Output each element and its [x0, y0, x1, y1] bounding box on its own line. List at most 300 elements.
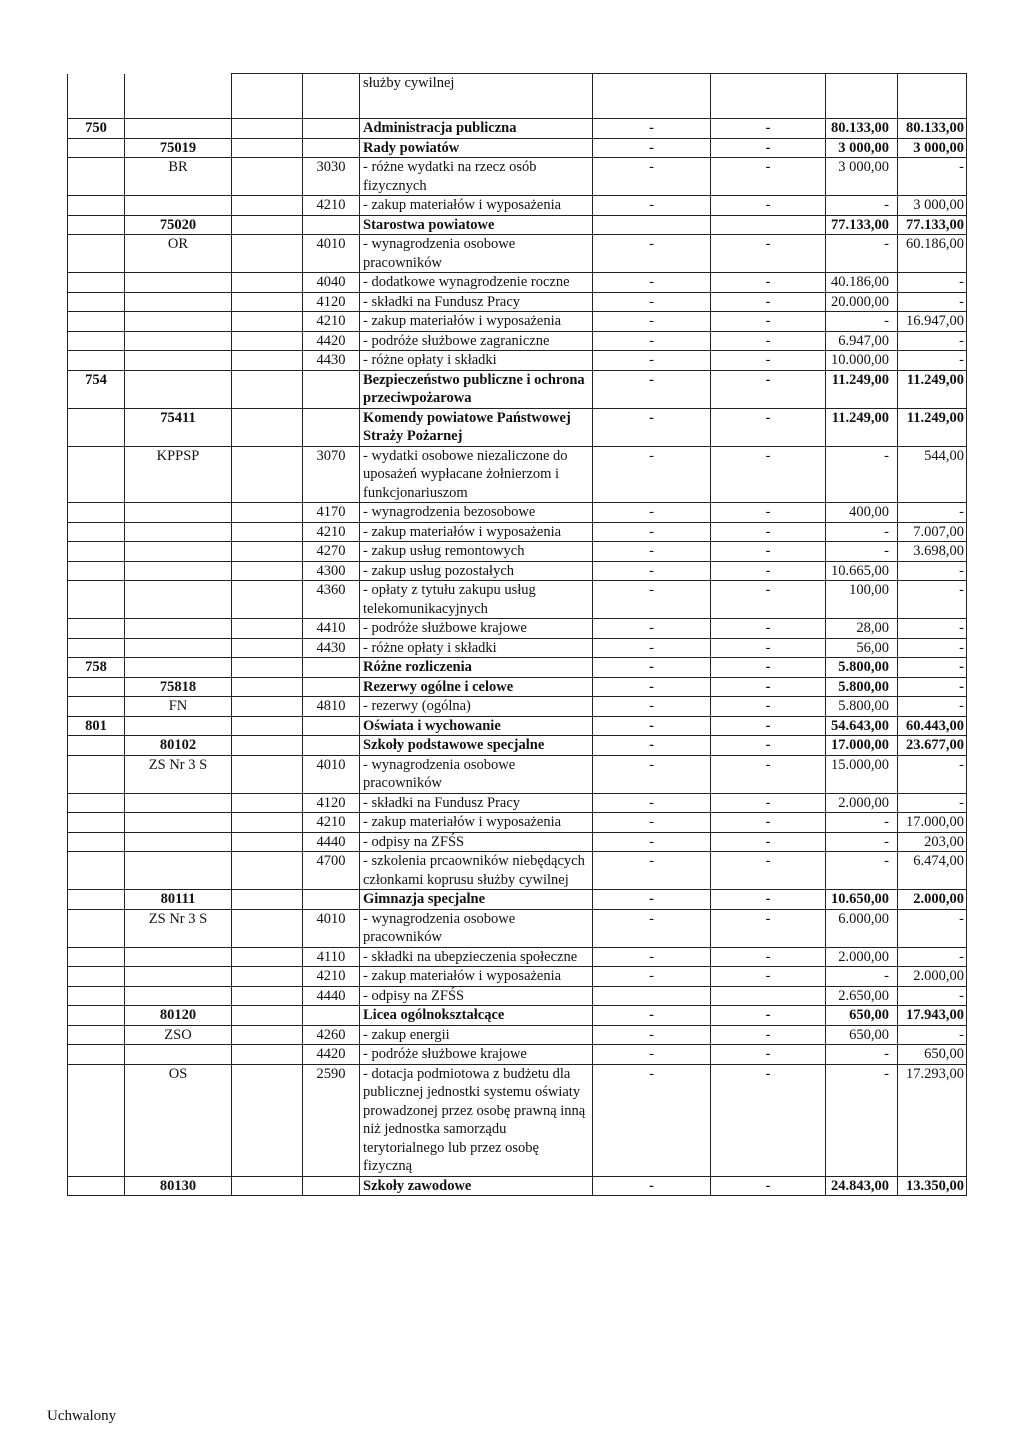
cell-amount-2: - [711, 619, 826, 639]
table-row [68, 716, 967, 736]
cell-amount-4: - [898, 581, 967, 619]
cell-amount-2: - [711, 196, 826, 216]
cell-dzial [68, 1064, 125, 1176]
cell-rozdzial: 75411 [125, 408, 232, 446]
cell-dzial [68, 351, 125, 371]
cell-amount-1: - [593, 542, 711, 562]
cell-amount-2: - [711, 852, 826, 890]
cell-dzial [68, 215, 125, 235]
cell-source [232, 967, 303, 987]
cell-amount-3: 11.249,00 [826, 408, 898, 446]
cell-paragraf: 4210 [303, 967, 360, 987]
cell-rozdzial [125, 638, 232, 658]
cell-amount-2 [711, 74, 826, 119]
cell-dzial [68, 331, 125, 351]
cell-dzial [68, 581, 125, 619]
cell-description: - zakup materiałów i wyposażenia [360, 813, 593, 833]
cell-amount-1 [593, 986, 711, 1006]
cell-description: - wynagrodzenia osobowe pracowników [360, 909, 593, 947]
table-row [68, 522, 967, 542]
cell-rozdzial: 80130 [125, 1176, 232, 1196]
cell-source [232, 852, 303, 890]
cell-rozdzial [125, 619, 232, 639]
cell-amount-2: - [711, 890, 826, 910]
cell-amount-3: - [826, 1045, 898, 1065]
cell-dzial [68, 619, 125, 639]
cell-paragraf: 4260 [303, 1025, 360, 1045]
cell-amount-1: - [593, 716, 711, 736]
cell-source [232, 947, 303, 967]
cell-rozdzial [125, 273, 232, 293]
cell-source [232, 542, 303, 562]
cell-amount-3: 54.643,00 [826, 716, 898, 736]
table-row [68, 215, 967, 235]
cell-paragraf [303, 74, 360, 119]
cell-source [232, 408, 303, 446]
cell-amount-1: - [593, 909, 711, 947]
cell-amount-2: - [711, 138, 826, 158]
cell-amount-3: 3 000,00 [826, 138, 898, 158]
cell-amount-2: - [711, 813, 826, 833]
cell-amount-3: - [826, 1064, 898, 1176]
cell-dzial: 750 [68, 119, 125, 139]
cell-amount-1: - [593, 852, 711, 890]
cell-rozdzial [125, 119, 232, 139]
cell-amount-4: 16.947,00 [898, 312, 967, 332]
cell-rozdzial [125, 351, 232, 371]
cell-amount-2: - [711, 736, 826, 756]
cell-amount-1: - [593, 196, 711, 216]
cell-amount-1: - [593, 119, 711, 139]
cell-amount-4: 7.007,00 [898, 522, 967, 542]
cell-source [232, 522, 303, 542]
table-row [68, 370, 967, 408]
table-row [68, 561, 967, 581]
cell-amount-2: - [711, 446, 826, 503]
cell-amount-4: 3.698,00 [898, 542, 967, 562]
cell-dzial [68, 235, 125, 273]
cell-description: - wynagrodzenia bezosobowe [360, 503, 593, 523]
cell-amount-2: - [711, 370, 826, 408]
cell-amount-4: 13.350,00 [898, 1176, 967, 1196]
cell-amount-2: - [711, 351, 826, 371]
cell-amount-2: - [711, 561, 826, 581]
table-row [68, 986, 967, 1006]
cell-dzial: 754 [68, 370, 125, 408]
cell-rozdzial [125, 947, 232, 967]
cell-paragraf: 4810 [303, 697, 360, 717]
cell-amount-4: - [898, 619, 967, 639]
cell-amount-1: - [593, 736, 711, 756]
cell-description: Komendy powiatowe Państwowej Straży Pożarnej [360, 408, 593, 446]
cell-rozdzial: 75019 [125, 138, 232, 158]
table-row [68, 619, 967, 639]
cell-amount-2: - [711, 408, 826, 446]
cell-amount-3: 40.186,00 [826, 273, 898, 293]
cell-amount-1: - [593, 1176, 711, 1196]
table-row [68, 292, 967, 312]
cell-amount-4: 203,00 [898, 832, 967, 852]
cell-amount-1: - [593, 638, 711, 658]
cell-rozdzial [125, 196, 232, 216]
cell-dzial [68, 967, 125, 987]
cell-dzial [68, 1025, 125, 1045]
cell-amount-3: 100,00 [826, 581, 898, 619]
cell-amount-3: 650,00 [826, 1025, 898, 1045]
cell-description: - zakup materiałów i wyposażenia [360, 196, 593, 216]
cell-dzial [68, 638, 125, 658]
cell-amount-2 [711, 215, 826, 235]
cell-rozdzial [125, 967, 232, 987]
cell-paragraf [303, 736, 360, 756]
cell-paragraf: 3070 [303, 446, 360, 503]
cell-source [232, 658, 303, 678]
cell-amount-4: - [898, 292, 967, 312]
cell-source [232, 697, 303, 717]
cell-paragraf: 4040 [303, 273, 360, 293]
cell-amount-3: 5.800,00 [826, 658, 898, 678]
cell-amount-1: - [593, 832, 711, 852]
cell-description: - różne wydatki na rzecz osób fizycznych [360, 158, 593, 196]
cell-rozdzial: ZS Nr 3 S [125, 755, 232, 793]
cell-description: - wynagrodzenia osobowe pracowników [360, 755, 593, 793]
cell-amount-3: - [826, 235, 898, 273]
cell-source [232, 677, 303, 697]
cell-dzial [68, 542, 125, 562]
cell-description: Szkoły zawodowe [360, 1176, 593, 1196]
table-row [68, 581, 967, 619]
cell-amount-3: - [826, 967, 898, 987]
cell-paragraf: 4300 [303, 561, 360, 581]
cell-amount-3: - [826, 312, 898, 332]
cell-source [232, 235, 303, 273]
cell-dzial: 801 [68, 716, 125, 736]
cell-source [232, 561, 303, 581]
cell-source [232, 1025, 303, 1045]
cell-amount-2: - [711, 522, 826, 542]
cell-amount-4: - [898, 658, 967, 678]
cell-source [232, 1176, 303, 1196]
cell-amount-2: - [711, 503, 826, 523]
cell-amount-3: - [826, 832, 898, 852]
cell-source [232, 793, 303, 813]
cell-paragraf: 4430 [303, 638, 360, 658]
cell-source [232, 832, 303, 852]
table-row [68, 890, 967, 910]
cell-paragraf [303, 215, 360, 235]
cell-rozdzial: ZS Nr 3 S [125, 909, 232, 947]
cell-paragraf [303, 119, 360, 139]
cell-amount-2: - [711, 909, 826, 947]
cell-amount-4: - [898, 638, 967, 658]
cell-amount-1: - [593, 292, 711, 312]
cell-amount-3 [826, 74, 898, 119]
cell-amount-1: - [593, 312, 711, 332]
cell-amount-3: 11.249,00 [826, 370, 898, 408]
cell-dzial [68, 677, 125, 697]
cell-paragraf: 3030 [303, 158, 360, 196]
cell-description: - szkolenia prcaowników niebędących członkami koprusu służby cywilnej [360, 852, 593, 890]
cell-source [232, 1064, 303, 1176]
cell-amount-1: - [593, 235, 711, 273]
cell-description: Licea ogólnokształcące [360, 1006, 593, 1026]
table-row [68, 947, 967, 967]
table-row [68, 273, 967, 293]
cell-amount-4: 77.133,00 [898, 215, 967, 235]
cell-paragraf: 4210 [303, 522, 360, 542]
table-row [68, 1176, 967, 1196]
cell-amount-2: - [711, 967, 826, 987]
cell-amount-3: 6.000,00 [826, 909, 898, 947]
cell-amount-3: - [826, 196, 898, 216]
cell-source [232, 351, 303, 371]
cell-amount-3: 10.650,00 [826, 890, 898, 910]
cell-amount-4: - [898, 947, 967, 967]
cell-rozdzial [125, 813, 232, 833]
cell-source [232, 890, 303, 910]
cell-dzial [68, 446, 125, 503]
table-row [68, 331, 967, 351]
cell-paragraf [303, 716, 360, 736]
cell-source [232, 446, 303, 503]
budget-table [67, 73, 967, 1196]
cell-amount-3: 20.000,00 [826, 292, 898, 312]
cell-source [232, 138, 303, 158]
cell-amount-2: - [711, 1045, 826, 1065]
cell-amount-3: 650,00 [826, 1006, 898, 1026]
cell-source [232, 638, 303, 658]
cell-rozdzial [125, 331, 232, 351]
cell-amount-2: - [711, 677, 826, 697]
cell-dzial [68, 832, 125, 852]
cell-amount-3: 3 000,00 [826, 158, 898, 196]
cell-amount-1 [593, 74, 711, 119]
cell-paragraf: 4420 [303, 331, 360, 351]
cell-amount-4: - [898, 331, 967, 351]
cell-dzial [68, 736, 125, 756]
cell-amount-2: - [711, 292, 826, 312]
cell-paragraf: 4410 [303, 619, 360, 639]
cell-amount-4: - [898, 909, 967, 947]
cell-amount-3: 17.000,00 [826, 736, 898, 756]
cell-amount-3: 24.843,00 [826, 1176, 898, 1196]
cell-amount-4: 17.943,00 [898, 1006, 967, 1026]
cell-amount-4: 3 000,00 [898, 138, 967, 158]
table-row [68, 677, 967, 697]
cell-amount-2: - [711, 273, 826, 293]
cell-dzial [68, 1176, 125, 1196]
cell-amount-1: - [593, 1025, 711, 1045]
cell-amount-2: - [711, 542, 826, 562]
cell-description: - składki na Fundusz Pracy [360, 793, 593, 813]
cell-paragraf: 4120 [303, 793, 360, 813]
cell-description: - zakup energii [360, 1025, 593, 1045]
table-row [68, 832, 967, 852]
cell-amount-2: - [711, 1006, 826, 1026]
cell-amount-4: - [898, 677, 967, 697]
cell-description: - zakup materiałów i wyposażenia [360, 522, 593, 542]
cell-amount-2: - [711, 312, 826, 332]
cell-amount-1: - [593, 677, 711, 697]
cell-source [232, 736, 303, 756]
cell-amount-2: - [711, 331, 826, 351]
cell-dzial [68, 158, 125, 196]
table-row [68, 542, 967, 562]
cell-paragraf: 4010 [303, 235, 360, 273]
cell-paragraf: 4010 [303, 909, 360, 947]
cell-description: - opłaty z tytułu zakupu usług telekomunikacyjnych [360, 581, 593, 619]
cell-source [232, 215, 303, 235]
cell-rozdzial [125, 522, 232, 542]
cell-dzial [68, 890, 125, 910]
cell-dzial [68, 196, 125, 216]
cell-amount-4: 23.677,00 [898, 736, 967, 756]
table-row [68, 658, 967, 678]
table-row [68, 138, 967, 158]
cell-paragraf: 4210 [303, 813, 360, 833]
cell-rozdzial: ZSO [125, 1025, 232, 1045]
cell-amount-4: - [898, 755, 967, 793]
cell-amount-3: - [826, 446, 898, 503]
cell-dzial [68, 793, 125, 813]
cell-amount-2: - [711, 581, 826, 619]
cell-amount-4 [898, 74, 967, 119]
cell-rozdzial [125, 542, 232, 562]
cell-source [232, 196, 303, 216]
cell-amount-1: - [593, 755, 711, 793]
cell-dzial [68, 312, 125, 332]
cell-amount-2: - [711, 1064, 826, 1176]
table-row [68, 235, 967, 273]
cell-source [232, 1045, 303, 1065]
cell-paragraf [303, 658, 360, 678]
cell-amount-3: 2.000,00 [826, 947, 898, 967]
table-row [68, 312, 967, 332]
cell-paragraf [303, 408, 360, 446]
cell-rozdzial [125, 312, 232, 332]
cell-description: Oświata i wychowanie [360, 716, 593, 736]
cell-paragraf [303, 138, 360, 158]
table-row [68, 852, 967, 890]
cell-amount-1: - [593, 331, 711, 351]
cell-rozdzial [125, 503, 232, 523]
cell-dzial [68, 561, 125, 581]
cell-amount-1: - [593, 697, 711, 717]
cell-amount-2: - [711, 235, 826, 273]
cell-amount-4: 17.293,00 [898, 1064, 967, 1176]
cell-rozdzial: BR [125, 158, 232, 196]
cell-paragraf: 4010 [303, 755, 360, 793]
cell-description: - zakup usług pozostałych [360, 561, 593, 581]
cell-amount-4: - [898, 273, 967, 293]
cell-description: - dotacja podmiotowa z budżetu dla publicznej jednostki systemu oświaty prowadzonej przez osobę prawną inną niż jednostka samorządu terytorialnego lub przez osobę fizyczną [360, 1064, 593, 1176]
cell-amount-1: - [593, 1064, 711, 1176]
table-row [68, 1006, 967, 1026]
cell-description: Starostwa powiatowe [360, 215, 593, 235]
cell-source [232, 74, 303, 119]
cell-amount-3: 77.133,00 [826, 215, 898, 235]
cell-amount-3: 6.947,00 [826, 331, 898, 351]
cell-source [232, 813, 303, 833]
cell-paragraf: 4440 [303, 832, 360, 852]
cell-amount-4: 60.443,00 [898, 716, 967, 736]
cell-rozdzial: FN [125, 697, 232, 717]
cell-amount-1: - [593, 1045, 711, 1065]
cell-rozdzial: OR [125, 235, 232, 273]
cell-rozdzial: KPPSP [125, 446, 232, 503]
cell-dzial [68, 986, 125, 1006]
cell-dzial [68, 522, 125, 542]
cell-amount-1: - [593, 561, 711, 581]
cell-description: - podróże służbowe krajowe [360, 1045, 593, 1065]
cell-description: - składki na ubepzieczenia społeczne [360, 947, 593, 967]
cell-rozdzial: 80120 [125, 1006, 232, 1026]
cell-amount-1: - [593, 619, 711, 639]
cell-amount-4: - [898, 697, 967, 717]
table-row [68, 736, 967, 756]
cell-description: - podróże służbowe krajowe [360, 619, 593, 639]
cell-amount-4: - [898, 986, 967, 1006]
cell-dzial [68, 1045, 125, 1065]
cell-amount-2: - [711, 158, 826, 196]
cell-amount-1: - [593, 370, 711, 408]
cell-rozdzial [125, 370, 232, 408]
cell-amount-1 [593, 215, 711, 235]
cell-amount-4: - [898, 793, 967, 813]
cell-dzial [68, 503, 125, 523]
cell-amount-4: - [898, 561, 967, 581]
cell-amount-1: - [593, 947, 711, 967]
cell-rozdzial: 80111 [125, 890, 232, 910]
cell-rozdzial [125, 716, 232, 736]
cell-amount-2: - [711, 755, 826, 793]
cell-source [232, 370, 303, 408]
cell-source [232, 119, 303, 139]
cell-amount-2: - [711, 119, 826, 139]
cell-description: - odpisy na ZFŚS [360, 832, 593, 852]
cell-rozdzial [125, 74, 232, 119]
table-row [68, 446, 967, 503]
table-row [68, 158, 967, 196]
cell-amount-3: 15.000,00 [826, 755, 898, 793]
cell-amount-4: - [898, 503, 967, 523]
cell-source [232, 755, 303, 793]
cell-description: - wynagrodzenia osobowe pracowników [360, 235, 593, 273]
table-row [68, 638, 967, 658]
cell-amount-3: 10.000,00 [826, 351, 898, 371]
cell-amount-1: - [593, 658, 711, 678]
cell-dzial [68, 138, 125, 158]
cell-amount-3: 28,00 [826, 619, 898, 639]
cell-paragraf [303, 1006, 360, 1026]
cell-description: - zakup materiałów i wyposażenia [360, 967, 593, 987]
cell-amount-2: - [711, 1025, 826, 1045]
cell-dzial [68, 697, 125, 717]
cell-paragraf [303, 890, 360, 910]
cell-source [232, 909, 303, 947]
cell-amount-1: - [593, 813, 711, 833]
cell-amount-3: 5.800,00 [826, 677, 898, 697]
cell-amount-4: 3 000,00 [898, 196, 967, 216]
cell-amount-2: - [711, 793, 826, 813]
table-row [68, 119, 967, 139]
table-row-continuation [68, 74, 967, 119]
cell-rozdzial [125, 852, 232, 890]
table-row [68, 503, 967, 523]
cell-dzial [68, 292, 125, 312]
cell-source [232, 986, 303, 1006]
cell-amount-4: 80.133,00 [898, 119, 967, 139]
